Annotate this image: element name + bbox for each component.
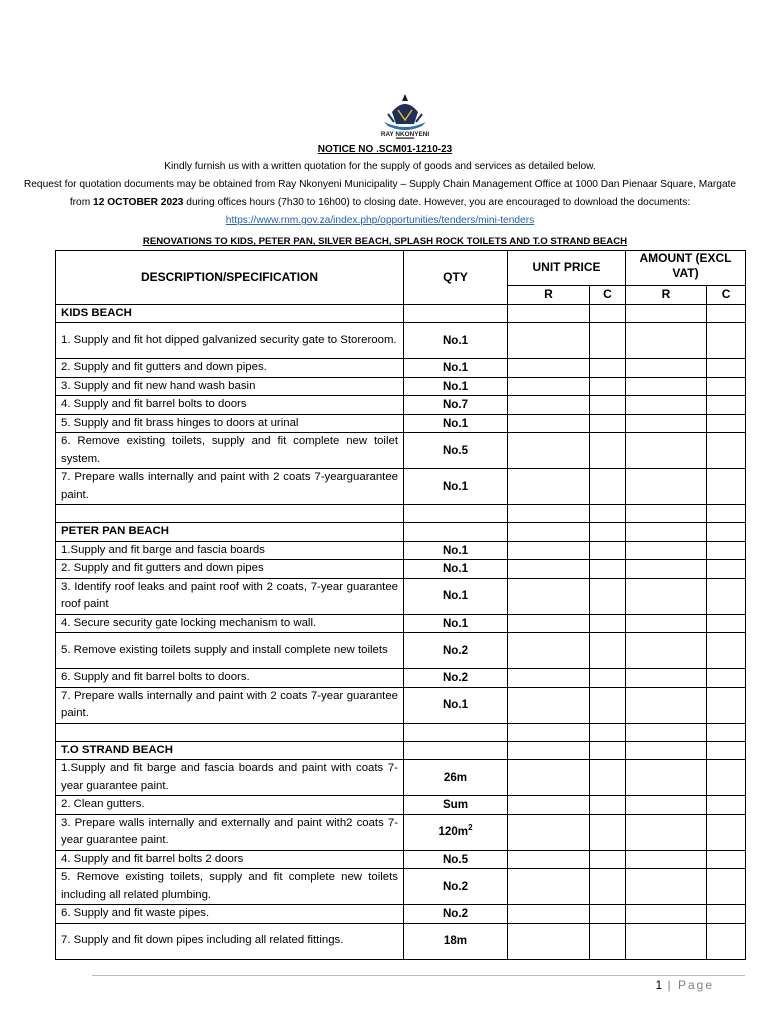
item-description: 1.Supply and fit barge and fascia boards and paint with coats 7-year guarantee paint. (56, 760, 404, 796)
qty-value: No.1 (442, 698, 469, 712)
cell-amount-c[interactable] (707, 905, 746, 924)
table-title: RENOVATIONS TO KIDS, PETER PAN, SILVER BEACH, SPLASH ROCK TOILETS AND T.O STRAND BEACH (142, 236, 628, 247)
table-row (56, 578, 746, 614)
item-description: 3. Supply and fit new hand wash basin (56, 377, 404, 396)
cell-unit-c[interactable] (590, 741, 626, 760)
cell-amount-r[interactable] (626, 923, 707, 959)
cell-amount-c[interactable] (707, 796, 746, 815)
page-label: | Page (662, 978, 714, 992)
item-qty (404, 523, 508, 542)
cell-amount-c[interactable] (707, 414, 746, 433)
cell-unit-c[interactable] (590, 304, 626, 323)
table-row (56, 814, 746, 850)
qty-value: No.5 (442, 852, 469, 866)
cell-amount-r[interactable] (626, 541, 707, 560)
cell-amount-c[interactable] (707, 377, 746, 396)
cell-unit-c[interactable] (590, 796, 626, 815)
cell-amount-r[interactable] (626, 377, 707, 396)
item-description: 7. Supply and fit down pipes including all related fittings. (56, 923, 404, 959)
item-qty (404, 633, 508, 669)
cell-amount-r[interactable] (626, 396, 707, 415)
cell-amount-c[interactable] (707, 760, 746, 796)
item-qty (404, 505, 508, 523)
qty-value: No.1 (442, 379, 469, 393)
cell-amount-c[interactable] (707, 614, 746, 633)
item-description: 5. Supply and fit brass hinges to doors at urinal (56, 414, 404, 433)
quotation-table (55, 250, 746, 960)
item-qty (404, 304, 508, 323)
qty-value: No.2 (442, 643, 469, 657)
cell-unit-r[interactable] (508, 723, 590, 741)
cell-amount-c[interactable] (707, 633, 746, 669)
intro-text-b: during offices hours (7h30 to 16h00) to closing date. However, you are encouraged to download the documents: (183, 197, 691, 208)
cell-amount-c[interactable] (707, 505, 746, 523)
qty-value: No.1 (442, 416, 469, 430)
cell-amount-r[interactable] (626, 814, 707, 850)
cell-amount-r[interactable] (626, 850, 707, 869)
cell-unit-r[interactable] (508, 541, 590, 560)
table-row (56, 414, 746, 433)
item-description (56, 723, 404, 741)
cell-unit-c[interactable] (590, 396, 626, 415)
qty-value: No.1 (442, 616, 469, 630)
intro-line-1: Kindly furnish us with a written quotation for the supply of goods and services as detailed below. (164, 161, 596, 172)
cell-amount-c[interactable] (707, 741, 746, 760)
cell-amount-r[interactable] (626, 760, 707, 796)
cell-unit-c[interactable] (590, 633, 626, 669)
item-qty (404, 869, 508, 905)
item-qty (404, 469, 508, 505)
cell-amount-c[interactable] (707, 723, 746, 741)
cell-amount-c[interactable] (707, 541, 746, 560)
table-row (56, 869, 746, 905)
cell-amount-c[interactable] (707, 304, 746, 323)
item-qty (404, 396, 508, 415)
table-row (56, 760, 746, 796)
cell-amount-c[interactable] (707, 323, 746, 359)
table-row (56, 323, 746, 359)
cell-unit-c[interactable] (590, 614, 626, 633)
cell-unit-c[interactable] (590, 905, 626, 924)
item-qty (404, 905, 508, 924)
item-qty (404, 578, 508, 614)
table-row (56, 687, 746, 723)
item-qty (404, 414, 508, 433)
cell-amount-c[interactable] (707, 869, 746, 905)
cell-unit-c[interactable] (590, 669, 626, 688)
header-description: DESCRIPTION/SPECIFICATION (56, 251, 404, 305)
qty-value: Sum (442, 798, 469, 811)
cell-amount-r[interactable] (626, 505, 707, 523)
item-description: 4. Supply and fit barrel bolts 2 doors (56, 850, 404, 869)
cell-amount-c[interactable] (707, 359, 746, 378)
spacer-row (56, 723, 746, 741)
cell-unit-r[interactable] (508, 869, 590, 905)
cell-amount-r[interactable] (626, 560, 707, 579)
item-qty (404, 723, 508, 741)
table-row (56, 541, 746, 560)
table-row (56, 359, 746, 378)
cell-unit-r[interactable] (508, 796, 590, 815)
cell-amount-c[interactable] (707, 578, 746, 614)
item-description: 1. Supply and fit hot dipped galvanized security gate to Storeroom. (56, 323, 404, 359)
item-qty (404, 433, 508, 469)
header-unit-c: C (590, 286, 626, 305)
qty-value: No.7 (442, 398, 469, 411)
item-qty (404, 669, 508, 688)
cell-unit-c[interactable] (590, 687, 626, 723)
table-row (56, 614, 746, 633)
closing-date: 12 OCTOBER 2023 (93, 197, 184, 208)
cell-unit-r[interactable] (508, 741, 590, 760)
item-description: 7. Prepare walls internally and paint with 2 coats 7-yearguarantee paint. (56, 469, 404, 505)
cell-unit-r[interactable] (508, 505, 590, 523)
header-amount-r: R (626, 286, 707, 305)
cell-unit-r[interactable] (508, 523, 590, 542)
item-description: 5. Remove existing toilets supply and install complete new toilets (56, 633, 404, 669)
qty-value: No.5 (442, 443, 469, 457)
cell-amount-c[interactable] (707, 687, 746, 723)
cell-unit-c[interactable] (590, 814, 626, 850)
item-qty (404, 541, 508, 560)
qty-value: No.1 (442, 543, 469, 557)
qty-value: No.1 (442, 479, 469, 493)
item-qty (404, 323, 508, 359)
item-qty (404, 377, 508, 396)
qty-value: No.2 (442, 907, 469, 920)
section-title: PETER PAN BEACH (56, 523, 404, 542)
cell-amount-r[interactable] (626, 433, 707, 469)
cell-unit-r[interactable] (508, 377, 590, 396)
item-description: 4. Secure security gate locking mechanism to wall. (56, 614, 404, 633)
table-row (56, 905, 746, 924)
cell-amount-r[interactable] (626, 578, 707, 614)
item-qty (404, 814, 508, 850)
cell-amount-c[interactable] (707, 469, 746, 505)
item-description: 2. Supply and fit gutters and down pipes (56, 560, 404, 579)
item-description: 4. Supply and fit barrel bolts to doors (56, 396, 404, 415)
qty-value: No.1 (442, 333, 469, 347)
section-title: T.O STRAND BEACH (56, 741, 404, 760)
cell-unit-c[interactable] (590, 377, 626, 396)
cell-unit-c[interactable] (590, 923, 626, 959)
table-row (56, 923, 746, 959)
cell-unit-c[interactable] (590, 869, 626, 905)
cell-amount-r[interactable] (626, 869, 707, 905)
qty-value: No.1 (442, 361, 469, 374)
cell-unit-r[interactable] (508, 323, 590, 359)
intro-line-2 (20, 176, 740, 230)
tenders-link[interactable]: https://www.rnm.gov.za/index.php/opportunities/tenders/mini-tenders (225, 215, 535, 226)
qty-value: No.2 (442, 671, 469, 684)
item-description: 3. Prepare walls internally and externally and paint with2 coats 7-year guarantee paint. (56, 814, 404, 850)
cell-amount-r[interactable] (626, 669, 707, 688)
item-description: 2. Clean gutters. (56, 796, 404, 815)
cell-amount-c[interactable] (707, 814, 746, 850)
item-qty (404, 760, 508, 796)
section-row (56, 523, 746, 542)
qty-value: 120m (438, 825, 469, 839)
item-qty (404, 687, 508, 723)
cell-amount-r[interactable] (626, 796, 707, 815)
cell-amount-c[interactable] (707, 433, 746, 469)
cell-unit-r[interactable] (508, 923, 590, 959)
cell-unit-c[interactable] (590, 723, 626, 741)
item-description: 2. Supply and fit gutters and down pipes. (56, 359, 404, 378)
logo-text: RAY NKONYENI (380, 131, 430, 138)
table-row (56, 669, 746, 688)
municipality-logo (372, 92, 438, 140)
cell-amount-r[interactable] (626, 523, 707, 542)
item-description: 6. Remove existing toilets, supply and fit complete new toilet system. (56, 433, 404, 469)
table-row (56, 396, 746, 415)
cell-unit-c[interactable] (590, 850, 626, 869)
cell-amount-r[interactable] (626, 469, 707, 505)
item-description (56, 505, 404, 523)
cell-unit-r[interactable] (508, 760, 590, 796)
cell-unit-r[interactable] (508, 814, 590, 850)
cell-unit-r[interactable] (508, 396, 590, 415)
item-description: 3. Identify roof leaks and paint roof with 2 coats, 7-year guarantee roof paint (56, 578, 404, 614)
cell-amount-r[interactable] (626, 304, 707, 323)
table-row (56, 560, 746, 579)
section-row (56, 741, 746, 760)
cell-amount-c[interactable] (707, 396, 746, 415)
cell-amount-r[interactable] (626, 741, 707, 760)
cell-unit-c[interactable] (590, 414, 626, 433)
cell-amount-r[interactable] (626, 723, 707, 741)
intro-text-a: Request for quotation documents may be obtained from Ray Nkonyeni Municipality – Supply Chain Management Office at 1000 Dan Pienaar Square, Margate from (23, 179, 737, 208)
cell-unit-r[interactable] (508, 560, 590, 579)
page-footer (656, 978, 715, 992)
spacer-row (56, 505, 746, 523)
item-description: 5. Remove existing toilets, supply and fit complete new toilets including all related plumbing. (56, 869, 404, 905)
table-row (56, 377, 746, 396)
cell-amount-r[interactable] (626, 414, 707, 433)
item-description: 7. Prepare walls internally and paint with 2 coats 7-year guarantee paint. (56, 687, 404, 723)
qty-value: No.1 (442, 589, 469, 603)
cell-unit-c[interactable] (590, 523, 626, 542)
cell-amount-r[interactable] (626, 905, 707, 924)
header-unit-r: R (508, 286, 590, 305)
cell-unit-r[interactable] (508, 614, 590, 633)
header-amount-c: C (707, 286, 746, 305)
cell-amount-c[interactable] (707, 523, 746, 542)
cell-amount-c[interactable] (707, 669, 746, 688)
intro-paragraph (20, 158, 740, 230)
cell-unit-c[interactable] (590, 760, 626, 796)
cell-amount-r[interactable] (626, 323, 707, 359)
item-qty (404, 850, 508, 869)
cell-amount-c[interactable] (707, 923, 746, 959)
cell-unit-r[interactable] (508, 633, 590, 669)
cell-unit-c[interactable] (590, 541, 626, 560)
cell-unit-r[interactable] (508, 304, 590, 323)
cell-unit-c[interactable] (590, 323, 626, 359)
section-title: KIDS BEACH (56, 304, 404, 323)
notice-number: NOTICE NO .SCM01-1210-23 (317, 144, 453, 155)
qty-value: 18m (443, 934, 468, 948)
header-qty: QTY (404, 251, 508, 305)
item-qty (404, 923, 508, 959)
cell-unit-r[interactable] (508, 905, 590, 924)
item-qty (404, 796, 508, 815)
cell-unit-r[interactable] (508, 687, 590, 723)
cell-unit-r[interactable] (508, 669, 590, 688)
table-body (56, 304, 746, 959)
cell-amount-c[interactable] (707, 560, 746, 579)
qty-value: No.2 (442, 879, 469, 893)
cell-amount-r[interactable] (626, 633, 707, 669)
section-row (56, 304, 746, 323)
item-qty (404, 614, 508, 633)
cell-unit-r[interactable] (508, 578, 590, 614)
cell-unit-c[interactable] (590, 505, 626, 523)
qty-value: 26m (443, 770, 468, 784)
cell-unit-r[interactable] (508, 359, 590, 378)
item-description: 6. Supply and fit waste pipes. (56, 905, 404, 924)
cell-unit-c[interactable] (590, 359, 626, 378)
qty-unit-superscript: 2 (468, 823, 473, 833)
page-number: 1 (655, 978, 663, 992)
cell-unit-r[interactable] (508, 469, 590, 505)
table-row (56, 796, 746, 815)
cell-unit-c[interactable] (590, 469, 626, 505)
item-qty (404, 560, 508, 579)
table-row (56, 433, 746, 469)
cell-unit-c[interactable] (590, 433, 626, 469)
table-row (56, 850, 746, 869)
cell-unit-c[interactable] (590, 578, 626, 614)
item-qty (404, 741, 508, 760)
table-row (56, 633, 746, 669)
cell-amount-r[interactable] (626, 614, 707, 633)
table-row (56, 469, 746, 505)
header-amount: AMOUNT (EXCL VAT) (626, 251, 746, 286)
header-unit-price: UNIT PRICE (508, 251, 626, 286)
cell-amount-r[interactable] (626, 359, 707, 378)
qty-value: No.1 (442, 562, 469, 575)
cell-unit-r[interactable] (508, 433, 590, 469)
cell-amount-r[interactable] (626, 687, 707, 723)
item-description: 1.Supply and fit barge and fascia boards (56, 541, 404, 560)
footer-divider (92, 975, 745, 976)
item-description: 6. Supply and fit barrel bolts to doors. (56, 669, 404, 688)
cell-unit-r[interactable] (508, 850, 590, 869)
item-qty (404, 359, 508, 378)
cell-amount-c[interactable] (707, 850, 746, 869)
cell-unit-c[interactable] (590, 560, 626, 579)
cell-unit-r[interactable] (508, 414, 590, 433)
